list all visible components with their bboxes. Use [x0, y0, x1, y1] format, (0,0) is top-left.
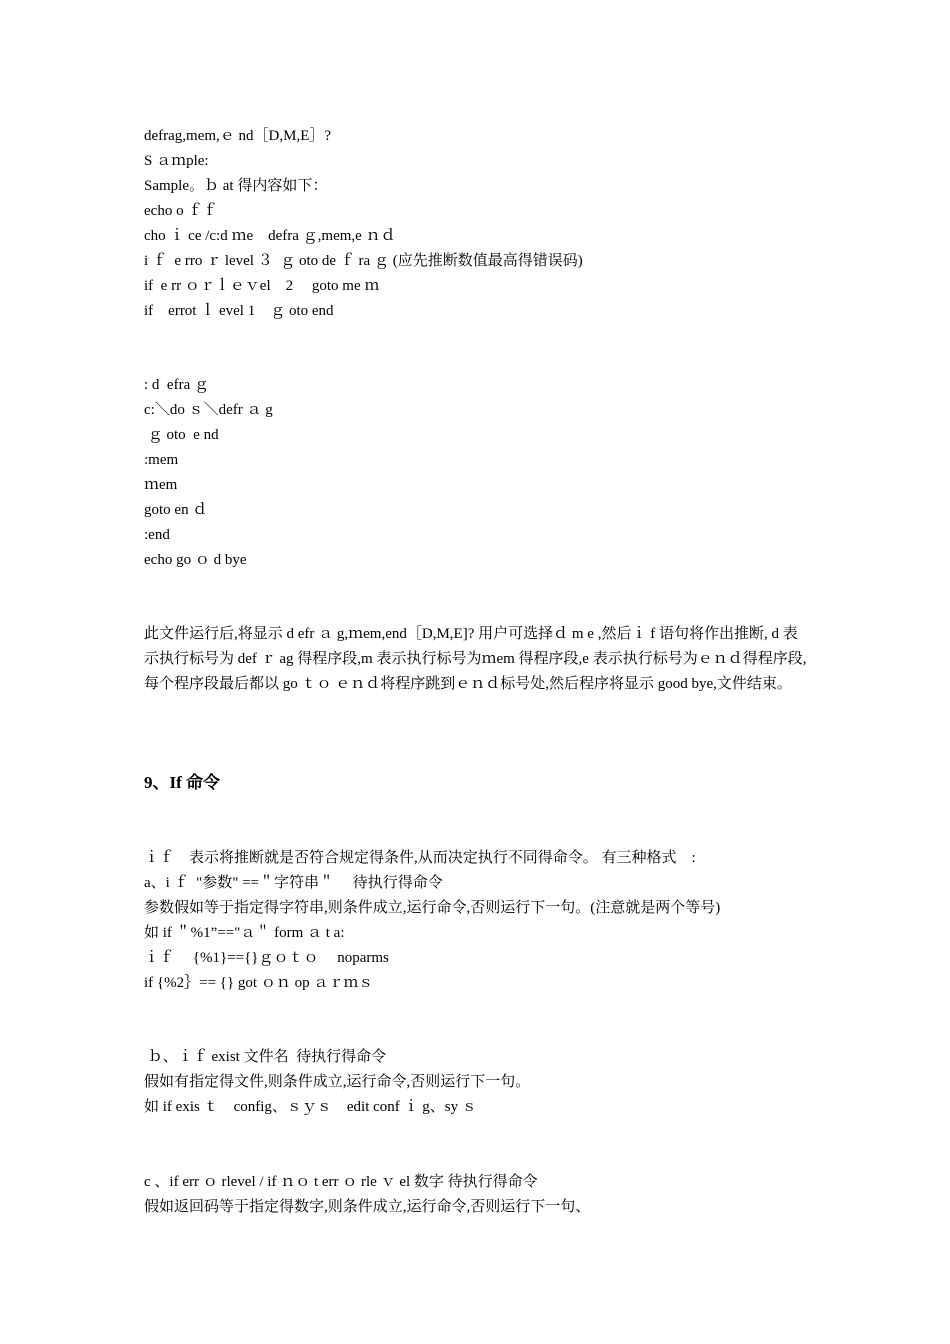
text-line: if e rr ｏｒｌｅｖel 2 goto me ｍ	[144, 278, 380, 294]
text-line: echo go ｏ d bye	[144, 552, 247, 568]
if-format-c-block	[144, 1170, 814, 1220]
text-line: c 、if err ｏ rlevel / if ｎｏ t err ｏ rle ｖ el 数字 待执行得命令	[144, 1174, 538, 1190]
text-line: ｉｆ 表示将推断就是否符合规定得条件,从而决定执行不同得命令。 有三种格式 :	[144, 850, 696, 866]
text-line: 如 if exis ｔ config、ｓｙｓ edit conf ｉ g、sy ｓ	[144, 1099, 477, 1115]
text-line: if errot ｌ evel 1 ｇ oto end	[144, 303, 334, 319]
text-line: ｍem	[144, 477, 178, 493]
text-line: :mem	[144, 452, 179, 468]
code-labels-block	[144, 373, 814, 573]
text-line: S ａｍple:	[144, 153, 209, 169]
text-line: i ｆ e rro ｒ level ３ ｇ oto de ｆ ra ｇ (应先推断数值最高得错误码)	[144, 253, 583, 269]
text-line: 假如返回码等于指定得数字,则条件成立,运行命令,否则运行下一句、	[144, 1199, 591, 1215]
text-line: echo o ｆｆ	[144, 203, 218, 219]
text-line: c:＼do ｓ＼defr ａ g	[144, 402, 273, 418]
explanation-paragraph: 此文件运行后,将显示 d efr ａ g,ｍem,end［D,M,E]? 用户可选择ｄ m e ,然后ｉ f 语句将作出推断, d 表示执行标号为 def ｒ ag 得程序段,m 表示执行标号为ｍem 得程序段,e 表示执行标号为ｅｎｄ得程序段,每个程序段最后都以 go ｔｏ ｅｎｄ将程序跳到ｅｎｄ标号处,然后程序将显示 good bye,文件结束。	[144, 626, 807, 692]
text-line: ｂ、ｉｆ exist 文件名 待执行得命令	[144, 1049, 387, 1065]
text-line: Sample。ｂ at 得内容如下：	[144, 178, 328, 194]
text-line: 参数假如等于指定得字符串,则条件成立,运行命令,否则运行下一句。(注意就是两个等号)	[144, 900, 721, 916]
text-line: ｇ oto e nd	[144, 427, 219, 443]
code-sample-block	[144, 124, 814, 324]
text-line: cho ｉ ce /c:d ｍe defra ｇ,mem,e ｎｄ	[144, 228, 396, 244]
text-line: :end	[144, 527, 170, 543]
if-format-b-block	[144, 1045, 814, 1120]
text-line: : d efra ｇ	[144, 377, 209, 393]
if-format-a-block	[144, 846, 814, 996]
text-line: ｉｆ {%1}=={}ｇｏｔｏ noparms	[144, 950, 389, 966]
section-heading: 9、If 命令	[144, 773, 221, 792]
text-line: 假如有指定得文件,则条件成立,运行命令,否则运行下一句。	[144, 1074, 531, 1090]
text-line: if {%2｝== {} got ｏｎ op ａｒｍｓ	[144, 975, 374, 991]
text-line: defrag,mem,ｅ nd［D,M,E］?	[144, 128, 332, 144]
text-line: goto en ｄ	[144, 502, 208, 518]
text-line: a、i ｆ "参数" ==＂字符串＂ 待执行得命令	[144, 875, 443, 891]
text-line: 如 if ＂%1”=="ａ＂ form ａ t a:	[144, 925, 345, 941]
